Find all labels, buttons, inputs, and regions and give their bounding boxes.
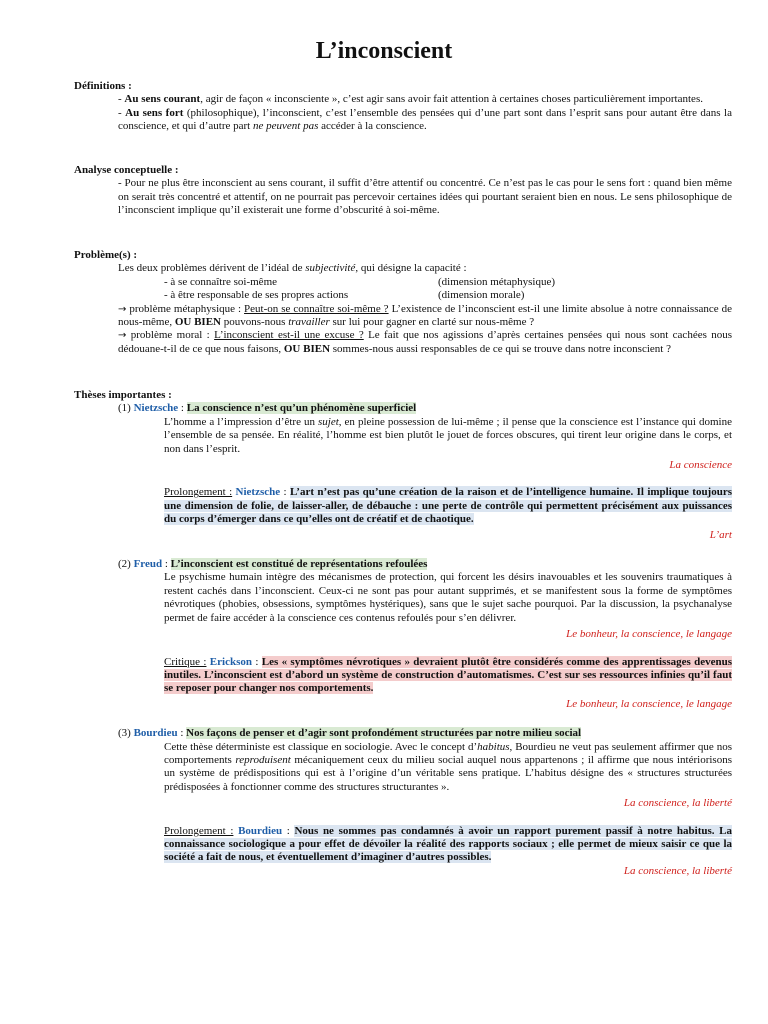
thesis-emphasis: reproduisent — [235, 753, 291, 766]
thesis-reference: Le bonheur, la conscience, le langage — [566, 628, 732, 641]
thesis-statement: La conscience n’est qu’un phénomène superficiel — [186, 402, 417, 415]
probleme-moral — [74, 329, 732, 356]
analyse-section — [74, 164, 732, 218]
critique-label: Critique : — [164, 655, 207, 668]
definition-courant — [74, 93, 732, 106]
thesis-title — [74, 402, 732, 415]
capacity-item — [74, 289, 732, 302]
thesis-number: (3) — [118, 727, 134, 740]
probleme-intro — [74, 262, 732, 275]
definition-text: , agir de façon « inconsciente », c’est agir sans avoir fait attention à certaines choses particulièrement importantes. — [200, 93, 703, 106]
thesis-text-part: , Bourdieu ne veut pas seulement affirmer que nos comportements — [164, 740, 732, 766]
thesis-statement: L’inconscient est constitué de représentations refoulées — [170, 558, 428, 571]
extension-label: Prolongement : — [164, 486, 233, 499]
thesis-reference: La conscience, la liberté — [623, 797, 732, 810]
thesis-text-part: L’homme a l’impression d’être un — [164, 415, 318, 428]
thesis-text: Le psychisme humain intègre des mécanismes de protection, qui forcent les désirs inavouables et les souvenirs traumatiques à restent cachés dans l’inconscient. Ceux-ci ne sont pas pour autant supprimés, et se manifestent sous la forme de symptômes névrotiques (phobies, obsessions, symptômes hystériques), sans que le sujet sache pourquoi. Par la discussion, la psychanalyse permet de faire accéder à la conscience ces contenus refoulés pour s’en délivrer. — [164, 571, 732, 624]
probleme-section — [74, 249, 732, 356]
problem-label: problème métaphysique : — [126, 302, 245, 315]
problem-text: sur lui pour gagner en clarté sur nous-même ? — [329, 316, 535, 329]
problem-question: L’inconscient est-il une excuse ? — [214, 329, 364, 342]
critique-reference: Le bonheur, la conscience, le langage — [566, 697, 732, 710]
capacity-item — [74, 276, 732, 289]
spacer — [74, 642, 732, 655]
theses-section — [74, 389, 732, 878]
thesis-text-part: , en pleine possession de lui-même ; il pense que la conscience est l’instance qui domine l’ensemble de sa pensée. En réalité, l’homme est bien plutôt le jouet de forces obscures, qui tirent leur origine dans le corps, et non dans l’esprit. — [164, 415, 732, 455]
definition-prefix: - — [118, 93, 125, 106]
extension-label: Prolongement : — [164, 824, 234, 837]
thesis-text-part: mécaniquement ceux du milieu social auquel nous appartenons ; il affirme que nous intériorisons un système de prédispositions qui est à l’origine d’un véritable sens pratique. L’habitus désigne des « structures structurées prédisposées à fonctionner comme des structures structurantes ». — [164, 753, 732, 793]
analyse-text: - Pour ne plus être inconscient au sens courant, il suffit d’être attentif ou concentré. Ce n’est pas le cas pour le sens fort : quand bien même on serait très concentré et attentif, on ne pourrait pas percevoir certaines idées qui pourtant seraient bien en nous. Le sens philosophique de l’inconscient implique qu’il existerait une forme d’obscurité à soi-même. — [118, 177, 732, 217]
definitions-section — [74, 80, 732, 134]
thesis-author: Bourdieu — [133, 727, 178, 740]
thesis-separator: : — [177, 727, 187, 740]
capacity-dimension: (dimension métaphysique) — [438, 275, 556, 288]
definitions-heading: Définitions : — [74, 80, 132, 92]
thesis-statement: Nos façons de penser et d’agir sont profondément structurées par notre milieu social — [186, 727, 582, 740]
critique-author: Erickson — [209, 655, 252, 668]
problem-or: OU BIEN — [283, 342, 331, 355]
extension-reference: L’art — [709, 528, 732, 541]
definition-text: (philosophique), l’inconscient, c’est l’ensemble des pensées qui d’une part sont dans l’esprit sans pour autant être dans la conscience, et qui d’autre part — [118, 106, 732, 133]
capacity-dimension: (dimension morale) — [438, 289, 525, 302]
capacity-label: - à se connaître soi-même — [164, 275, 278, 288]
probleme-metaphysique — [74, 303, 732, 330]
thesis-extension — [74, 825, 732, 865]
intro-text: Les deux problèmes dérivent de l’idéal de — [118, 262, 306, 275]
problem-text: sommes-nous aussi responsables de ce qui se trouve dans notre inconscient ? — [330, 342, 671, 355]
thesis-author: Freud — [133, 558, 163, 571]
analyse-heading: Analyse conceptuelle : — [74, 164, 179, 176]
problem-text: L’existence de l’inconscient est-il une limite absolue à notre connaissance de nous-même, — [118, 302, 732, 329]
extension-text: L’art n’est pas qu’une création de la raison et de l’intelligence humaine. Il implique toujours une dimension de folie, de laisser-aller, de débauche : une perte de contrôle qui permettent précisément aux puissances du corps d’émerger dans ce qu’elles ont de créatif et de chaotique. — [164, 486, 733, 526]
thesis-separator: : — [178, 402, 187, 415]
thesis-author: Nietzsche — [133, 402, 179, 415]
extension-text: Nous ne sommes pas condamnés à avoir un rapport purement passif à notre habitus. La connaissance sociologique a pour effet de dévoiler la réalité des rapports sociaux ; elle permet de mieux saisir ce que la société a fait de nous, et éventuellement d’imaginer d’autres possibles. — [164, 824, 733, 864]
definition-text: accéder à la conscience. — [318, 120, 427, 133]
definition-term: Au sens fort — [125, 106, 184, 119]
extension-author: Bourdieu — [238, 824, 283, 837]
thesis-critique — [74, 656, 732, 696]
definition-emphasis: ne peuvent pas — [253, 120, 319, 133]
extension-separator: : — [282, 824, 295, 837]
theses-heading: Thèses importantes : — [74, 389, 172, 401]
thesis-title — [74, 558, 732, 571]
spacer — [74, 711, 732, 724]
thesis-separator: : — [162, 558, 171, 571]
arrow-icon: → — [118, 330, 127, 342]
arrow-icon: → — [118, 303, 127, 315]
problem-or: OU BIEN — [174, 316, 221, 329]
definition-prefix: - — [118, 106, 126, 119]
intro-emphasis: subjectivité — [305, 262, 356, 275]
intro-text: , qui désigne la capacité : — [355, 262, 467, 275]
thesis-number: (2) — [118, 558, 134, 571]
critique-separator: : — [251, 655, 262, 668]
capacity-label: - à être responsable de ses propres actions — [164, 289, 349, 302]
thesis-emphasis: habitus — [477, 740, 510, 753]
probleme-heading: Problème(s) : — [74, 249, 138, 261]
problem-emphasis: travailler — [288, 316, 330, 329]
critique-text: Les « symptômes névrotiques » devraient plutôt être considérés comme des apprentissages devenus inutiles. L’inconscient est d’abord un système de construction d’automatismes. C’est sur ses ressources infinies qu’il faut se reposer pour changer nos comportements. — [164, 655, 733, 695]
thesis-reference: La conscience — [669, 459, 732, 472]
problem-label: problème moral : — [126, 329, 215, 342]
definition-fort — [74, 107, 732, 134]
definition-term: Au sens courant — [124, 93, 201, 106]
page-title: L’inconscient — [315, 38, 453, 64]
thesis-emphasis: sujet — [318, 415, 339, 428]
extension-separator: : — [280, 486, 290, 499]
thesis-extension — [74, 486, 732, 526]
thesis-number: (1) — [118, 402, 134, 415]
extension-reference: La conscience, la liberté — [623, 864, 732, 877]
spacer — [74, 542, 732, 555]
extension-author: Nietzsche — [235, 486, 281, 499]
problem-text: pouvons-nous — [220, 316, 289, 329]
spacer — [74, 472, 732, 485]
spacer — [74, 811, 732, 824]
problem-text: Le fait que nos agissions d’après certaines pensées qui nous sont cachées nous dédouane-t-il de ce que nous faisons, — [118, 329, 733, 355]
thesis-text — [74, 416, 732, 456]
problem-question: Peut-on se connaître soi-même ? — [244, 302, 389, 315]
thesis-title — [74, 727, 732, 740]
thesis-text-part: Cette thèse déterministe est classique en sociologie. Avec le concept d’ — [164, 740, 478, 753]
thesis-text — [74, 741, 732, 795]
